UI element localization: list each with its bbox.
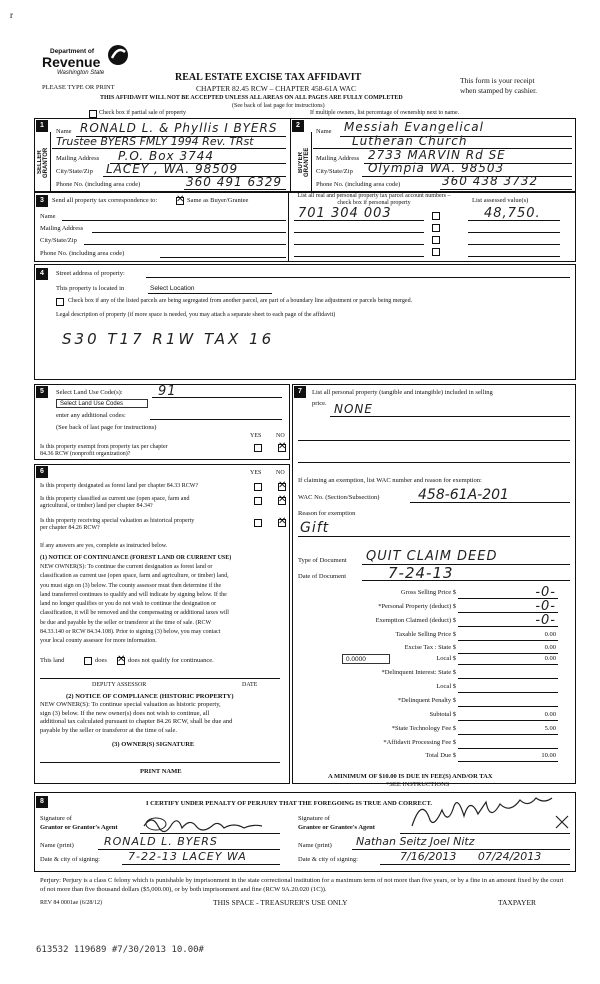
doc-type-value[interactable]: QUIT CLAIM DEED [366,549,498,564]
buyer-name-2[interactable]: Lutheran Church [352,134,468,148]
buyer-address-label: Mailing Address [316,155,360,162]
continuance-text [40,563,229,647]
section-4-badge: 4 [36,268,48,280]
forest-q1: Is this property designated as forest land per chapter 84.33 RCW? [40,483,199,489]
exempt-yes-checkbox[interactable] [254,444,262,452]
grantor-sig-label-1: Signature of [40,815,72,822]
fee-value[interactable]: 0.00 [544,644,556,651]
fee-label: Excise Tax : State $ [404,644,456,651]
grantee-name[interactable]: Nathan Seitz Joel Nitz [356,835,475,848]
seller-name-label: Name [56,128,72,135]
print-name-label: PRINT NAME [140,768,182,775]
receipt-note-1: This form is your receipt [460,76,535,85]
seller-address[interactable]: P.O. Box 3744 [118,149,215,163]
parcel-header: List all real and personal property tax parcel account numbers – check box if personal property [297,193,451,206]
seller-city-label: City/State/Zip [56,168,93,175]
fee-label: Taxable Selling Price $ [395,631,456,638]
section-2-badge: 2 [292,120,304,132]
legal-description[interactable]: S30 T17 R1W TAX 16 [62,330,275,348]
notice-line: classification as current use (open space, farm and agriculture, or timber) land, [40,573,229,580]
section-8-badge: 8 [36,796,48,808]
forest-q1-yes[interactable] [254,483,262,491]
land-use-label: Select Land Use Code(s): [56,389,123,396]
wac-label: WAC No. (Section/Subsection) [298,494,380,501]
notice-line: payable by the seller or transferor at the time of sale. [40,726,177,734]
grantor-sig-label-2: Grantor or Grantor's Agent [40,824,118,831]
notice-line: land no longer qualifies or you do not wish to continue the designation or [40,601,217,608]
partial-sale-label: Check box if partial sale of property [99,110,186,116]
buyer-phone-label: Phone No. (including area code) [316,181,401,188]
send-label: Send all property tax correspondence to: [52,197,158,204]
land-does-not-checkbox[interactable] [117,657,125,665]
property-box [34,264,576,380]
location-select[interactable]: Select Location [150,285,195,292]
taxpayer-label: TAXPAYER [498,898,537,907]
grantor-date-label: Date & city of signing: [40,856,100,863]
compliance-text [40,701,232,735]
partial-sale-checkbox[interactable] [89,110,97,118]
local-rate-field[interactable]: 0.0000 [342,654,390,664]
grantor-signature-icon [140,812,270,834]
buyer-address[interactable]: 2733 MARVIN Rd SE [368,148,506,162]
land-use-see-back: (See back of last page for instructions) [56,424,157,431]
section-7-badge: 7 [294,386,306,398]
seller-address-label: Mailing Address [56,155,100,162]
grantor-name-label: Name (print) [40,842,74,849]
fee-value[interactable]: 5.00 [544,725,556,732]
fee-value[interactable]: 0.00 [544,711,556,718]
buyer-name-1[interactable]: Messiah Evangelical [344,120,484,134]
land-does-label: does [95,657,107,664]
assessed-header: List assessed value(s) [472,197,529,204]
dept-line3: Washington State [57,70,105,76]
grantor-name[interactable]: RONALD L. BYERS [104,835,218,848]
see-instructions: *SEE INSTRUCTIONS [386,781,450,788]
owner-signature-label: (3) OWNER(S) SIGNATURE [112,741,195,748]
exemption-fees-box [292,384,576,784]
treasurer-use: THIS SPACE - TREASURER'S USE ONLY [213,898,348,907]
form-chapter: CHAPTER 82.45 RCW – CHAPTER 458-61A WAC [196,84,356,93]
fee-value[interactable]: -0- [535,585,556,600]
personal-prop-checkbox-4[interactable] [432,248,440,256]
revenue-logo-icon [107,44,129,66]
continuance-title: (1) NOTICE OF CONTINUANCE (FOREST LAND OR CURRENT USE) [40,555,232,561]
notice-line: NEW OWNER(S): To continue the current designation as forest land or [40,564,213,570]
corr-phone-label: Phone No. (including area code) [40,250,125,257]
dept-logo-text: Revenue [42,54,101,70]
grantee-sig-label-1: Signature of [298,815,330,822]
forest-q3-yes[interactable] [254,519,262,527]
deputy-assessor-label: DEPUTY ASSESSOR [92,682,147,688]
section-3-badge: 3 [36,195,48,207]
buyer-phone[interactable]: 360 438 3732 [442,174,538,188]
notice-line: your local county assessor for more information. [40,638,157,645]
fee-label: *State Technology Fee $ [391,725,456,732]
seller-name-2[interactable]: Trustee BYERS FMLY 1994 Rev. TRst [56,135,254,148]
forest-q3-no[interactable] [278,519,286,527]
personal-property-label-1: List all personal property (tangible and intangible) included in selling [312,389,493,396]
forest-q1-no[interactable] [278,483,286,491]
notice-line: you must sign on (3) below. The county assessor must then determine if the [40,582,222,589]
grantee-sig-label-2: Grantee or Grantee's Agent [298,824,375,831]
additional-codes-label: enter any additional codes: [56,412,126,419]
fee-label: Local $ [436,655,456,662]
forest-yes: YES [250,470,262,476]
see-back: (See back of last page for instructions) [232,103,325,109]
multiple-owners-note: If multiple owners, list percentage of ownership next to name. [310,110,460,116]
fee-value[interactable]: 10.00 [541,752,556,759]
seller-phone[interactable]: 360 491 6329 [186,175,282,189]
exempt-q1: Is this property exempt from property tax per chapter [40,444,168,450]
fee-value[interactable]: -0- [535,599,556,614]
personal-property-value[interactable]: NONE [334,402,373,416]
exemption-claim-label: If claiming an exemption, list WAC number and reason for exemption: [298,477,482,484]
warning: THIS AFFIDAVIT WILL NOT BE ACCEPTED UNLESS ALL AREAS ON ALL PAGES ARE FULLY COMPLETED [100,95,403,101]
please-type: PLEASE TYPE OR PRINT [42,84,115,91]
land-does-checkbox[interactable] [84,657,92,665]
minimum-note: A MINIMUM OF $10.00 IS DUE IN FEE(S) AND/OR TAX [328,773,493,780]
fee-value[interactable]: 0.00 [544,631,556,638]
same-as-label: Same as Buyer/Grantee [187,197,249,204]
street-label: Street address of property: [56,270,125,277]
fee-label: *Delinquent Penalty $ [397,697,456,704]
fee-value[interactable]: 0.00 [544,655,556,662]
deputy-date-label: DATE [242,682,258,688]
notice-line: classification, it will be removed and the compensating or additional taxes will [40,610,229,617]
fee-label: Subtotal $ [429,711,456,718]
corr-name-label: Name [40,213,56,220]
seller-name-1[interactable]: RONALD L. & Phyllis I BYERS [80,121,278,135]
grantee-name-label: Name (print) [298,842,332,849]
section-6-badge: 6 [36,466,48,478]
compliance-title: (2) NOTICE OF COMPLIANCE (HISTORIC PROPERTY) [66,693,234,700]
certify-statement: I CERTIFY UNDER PENALTY OF PERJURY THAT THE FOREGOING IS TRUE AND CORRECT. [146,800,433,807]
corner-mark: r [10,10,13,20]
land-use-code[interactable]: 91 [158,384,177,399]
land-use-yes: YES [250,433,262,439]
corr-city-label: City/State/Zip [40,237,77,244]
fee-label: *Affidavit Processing Fee $ [383,739,456,746]
buyer-city-label: City/State/Zip [316,168,353,175]
land-use-no: NO [276,433,285,439]
doc-type-label: Type of Document [298,557,347,564]
buyer-side-label: BUYER GRANTEE [298,147,310,178]
personal-property-label-2: price. [312,400,327,407]
fee-label: Total Due $ [425,752,456,759]
personal-prop-checkbox-1[interactable] [432,212,440,220]
reason-label: Reason for exemption [298,510,356,517]
notice-line: land transferred continues to qualify and will indicate by signing below. If the [40,591,227,598]
fee-label: Local $ [436,683,456,690]
corr-address-label: Mailing Address [40,225,84,232]
forest-q2-yes[interactable] [254,497,262,505]
located-label: This property is located in [56,285,125,292]
forest-no: NO [276,470,285,476]
fee-label: Exemption Claimed (deduct) $ [375,617,456,624]
parcel-number[interactable]: 701 304 003 [298,206,392,221]
grantee-date-label: Date & city of signing: [298,856,358,863]
forest-q3b: per chapter 84.26 RCW? [40,525,100,531]
segregated-text: Check box if any of the listed parcels are being segregated from another parcel, are part of a boundary line adjustment or parcels being merged. [68,298,413,304]
form-title: REAL ESTATE EXCISE TAX AFFIDAVIT [175,72,362,83]
land-does-not-label: does not qualify for continuance. [128,657,214,664]
fee-value[interactable]: -0- [535,613,556,628]
forest-q3a: Is this property receiving special valuation as historical property [40,518,195,524]
segregated-checkbox[interactable] [56,298,64,306]
forest-q2a: Is this property classified as current use (open space, farm and [40,496,190,502]
seller-phone-label: Phone No. (including area code) [56,181,141,188]
forest-q2-no[interactable] [278,497,286,505]
grantee-date[interactable]: 7/16/2013 07/24/2013 [400,850,542,863]
buyer-name-label: Name [316,128,332,135]
cashier-stamp: 613532 119689 #7/30/2013 10.00# [36,945,204,955]
notice-line: additional tax calculated pursuant to chapter 84.26 RCW, shall be due and [40,718,233,725]
if-yes-note: If any answers are yes, complete as instructed below. [40,543,168,549]
personal-prop-checkbox-2[interactable] [432,224,440,232]
dept-line1: Department of [50,48,95,55]
grantor-date[interactable]: 7-22-13 LACEY WA [128,850,247,863]
same-as-buyer-checkbox[interactable] [176,197,184,205]
receipt-note-2: when stamped by cashier. [460,86,538,95]
fee-label: *Delinquent Interest: State $ [381,669,456,676]
legal-label: Legal description of property (if more space is needed, you may attach a separate sheet to each page of the affidavit) [56,312,336,318]
notice-line: be due and payable by the seller or transferor at the time of sale. (RCW [40,619,212,626]
fee-label: Gross Selling Price $ [400,589,456,596]
section-5-badge: 5 [36,386,48,398]
notice-line: NEW OWNER(S): To continue special valuation as historic property, [40,701,221,708]
wac-value[interactable]: 458-61A-201 [418,487,509,503]
section-1-badge: 1 [36,120,48,132]
doc-date-label: Date of Document [298,573,347,580]
fee-label: *Personal Property (deduct) $ [378,603,456,610]
rev-number: REV 84 0001ae (6/28/12) [40,900,103,906]
this-land-label: This land [40,657,65,664]
exempt-q2: 84.36 RCW (nonprofit organization)? [40,451,131,457]
personal-prop-checkbox-3[interactable] [432,236,440,244]
grantee-signature-icon [408,796,572,836]
seller-side-label: SELLER GRANTOR [37,147,49,178]
forest-q2b: agricultural, or timber) land per chapter 84.34? [40,503,153,509]
perjury-statement: Perjury: Perjury is a class C felony which is punishable by imprisonment in the state correctional institution for a maximum term of not more than five years, or by a fine in an amount fixed by the court of not more than five thousand dollars ($5,000.00), or by both imprisonment and fine (RCW 9A.20.020 (1C)). [40,877,564,893]
doc-date-value[interactable]: 7-24-13 [388,564,454,582]
notice-line: sign (3) below. If the new owner(s) does not wish to continue, all [40,709,210,717]
buyer-city[interactable]: Olympia WA. 98503 [368,161,505,175]
exempt-no-checkbox[interactable] [278,444,286,452]
seller-city[interactable]: LACEY , WA. 98509 [106,162,239,176]
land-use-select[interactable]: Select Land Use Codes [56,399,148,408]
notice-line: 84.33.140 or RCW 84.34.108). Prior to signing (3) below, you may contact [40,629,221,636]
assessed-value[interactable]: 48,750. [484,206,541,221]
reason-value[interactable]: Gift [300,520,330,536]
